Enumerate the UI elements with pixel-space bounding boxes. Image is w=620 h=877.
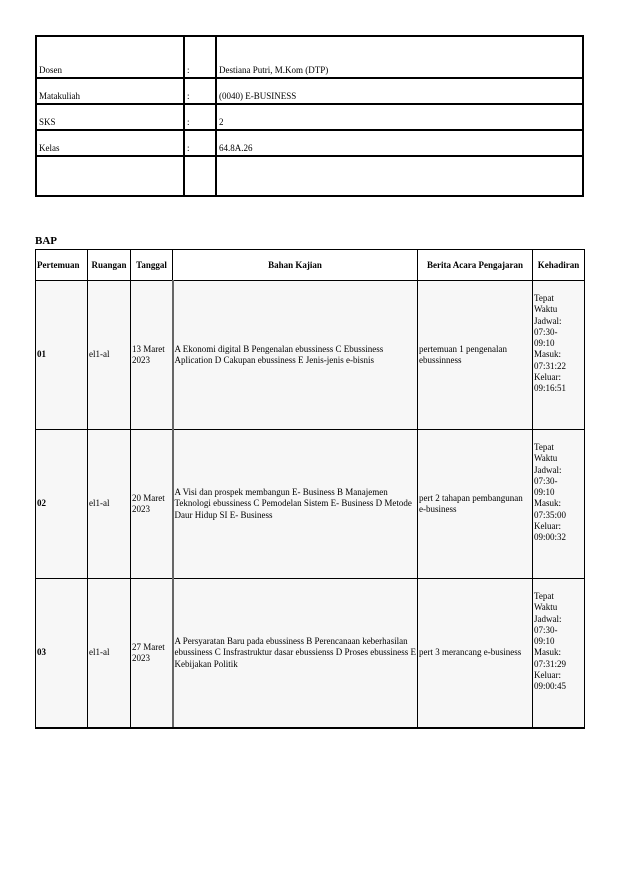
cell-bahan-kajian: A Persyaratan Baru pada ebussiness B Perencanaan keberhasilan ebussiness C Insfrastruktur dasar ebussienss D Proses ebussiness E Kebijakan Politik: [173, 579, 418, 729]
kehadiran-line: Waktu: [534, 453, 558, 464]
cell-berita-acara: pert 2 tahapan pembangunan e-business: [418, 430, 533, 579]
kehadiran-line: Masuk:: [534, 498, 561, 509]
table-row: [36, 579, 585, 729]
kehadiran-line: 09:00:45: [534, 681, 567, 691]
info-row-dosen: [36, 36, 583, 78]
info-empty-cell: [184, 156, 216, 196]
info-separator: :: [184, 36, 216, 78]
kehadiran-line: Waktu: [534, 602, 558, 613]
kehadiran-line: Jadwal:: [534, 315, 562, 326]
bap-header-row: [36, 250, 585, 281]
info-value: 2: [216, 104, 583, 130]
header-berita-acara: Berita Acara Pengajaran: [418, 250, 533, 281]
info-row-kelas: [36, 130, 583, 156]
info-row-empty: [36, 156, 583, 196]
info-label: SKS: [36, 104, 184, 130]
bap-table: [35, 249, 585, 729]
table-row: [36, 430, 585, 579]
info-empty-cell: [216, 156, 583, 196]
info-value: (0040) E-BUSINESS: [216, 78, 583, 104]
table-row: [36, 281, 585, 430]
course-info-table: [35, 35, 584, 197]
cell-ruangan: el1-al: [88, 579, 131, 729]
info-label: Kelas: [36, 130, 184, 156]
cell-berita-acara: pert 3 merancang e-business: [418, 579, 533, 729]
kehadiran-line: Tepat: [534, 591, 554, 601]
cell-pertemuan: 03: [36, 579, 88, 729]
cell-pertemuan: 01: [36, 281, 88, 430]
kehadiran-line: Jadwal:: [534, 613, 562, 624]
info-separator: :: [184, 130, 216, 156]
kehadiran-line: 09:10: [534, 338, 555, 348]
kehadiran-line: Keluar:: [534, 371, 561, 382]
info-label: Matakuliah: [36, 78, 184, 104]
info-separator: :: [184, 104, 216, 130]
cell-kehadiran: [533, 281, 585, 430]
kehadiran-line: 09:16:51: [534, 383, 567, 393]
info-value: 64.8A.26: [216, 130, 583, 156]
kehadiran-line: 07:30-: [534, 475, 558, 486]
cell-ruangan: el1-al: [88, 430, 131, 579]
cell-bahan-kajian: A Visi dan prospek membangun E- Business B Manajemen Teknologi ebussiness C Pemodelan Sistem E- Business D Metode Daur Hidup SI E- Business: [173, 430, 418, 579]
cell-tanggal: 27 Maret 2023: [131, 579, 173, 729]
cell-kehadiran: [533, 430, 585, 579]
bap-title: BAP: [35, 235, 57, 247]
kehadiran-line: Keluar:: [534, 520, 561, 531]
kehadiran-line: 07:30-: [534, 326, 558, 337]
info-label: Dosen: [36, 36, 184, 78]
info-row-sks: [36, 104, 583, 130]
kehadiran-line: Keluar:: [534, 669, 561, 680]
kehadiran-line: Tepat: [534, 293, 554, 303]
kehadiran-line: 07:31:29: [534, 658, 567, 669]
info-empty-cell: [36, 156, 184, 196]
kehadiran-line: 09:10: [534, 636, 555, 646]
kehadiran-line: Tepat: [534, 442, 554, 452]
cell-tanggal: 13 Maret 2023: [131, 281, 173, 430]
cell-bahan-kajian: A Ekonomi digital B Pengenalan ebussiness C Ebussiness Aplication D Cakupan ebussiness E Jenis-jenis e-bisnis: [173, 281, 418, 430]
kehadiran-line: Masuk:: [534, 647, 561, 658]
info-separator: :: [184, 78, 216, 104]
kehadiran-line: Jadwal:: [534, 464, 562, 475]
kehadiran-line: 09:10: [534, 487, 555, 497]
header-kehadiran: Kehadiran: [533, 250, 585, 281]
cell-kehadiran: [533, 579, 585, 729]
cell-ruangan: el1-al: [88, 281, 131, 430]
kehadiran-line: 07:35:00: [534, 509, 567, 520]
kehadiran-line: 07:31:22: [534, 360, 567, 371]
info-value: Destiana Putri, M.Kom (DTP): [216, 36, 583, 78]
cell-tanggal: 20 Maret 2023: [131, 430, 173, 579]
header-tanggal: Tanggal: [131, 250, 173, 281]
cell-pertemuan: 02: [36, 430, 88, 579]
kehadiran-line: 07:30-: [534, 624, 558, 635]
header-ruangan: Ruangan: [88, 250, 131, 281]
kehadiran-line: Masuk:: [534, 349, 561, 360]
kehadiran-line: 09:00:32: [534, 532, 567, 542]
kehadiran-line: Waktu: [534, 304, 558, 315]
cell-berita-acara: pertemuan 1 pengenalan ebussinness: [418, 281, 533, 430]
header-bahan-kajian: Bahan Kajian: [173, 250, 418, 281]
info-row-matakuliah: [36, 78, 583, 104]
header-pertemuan: Pertemuan: [36, 250, 88, 281]
